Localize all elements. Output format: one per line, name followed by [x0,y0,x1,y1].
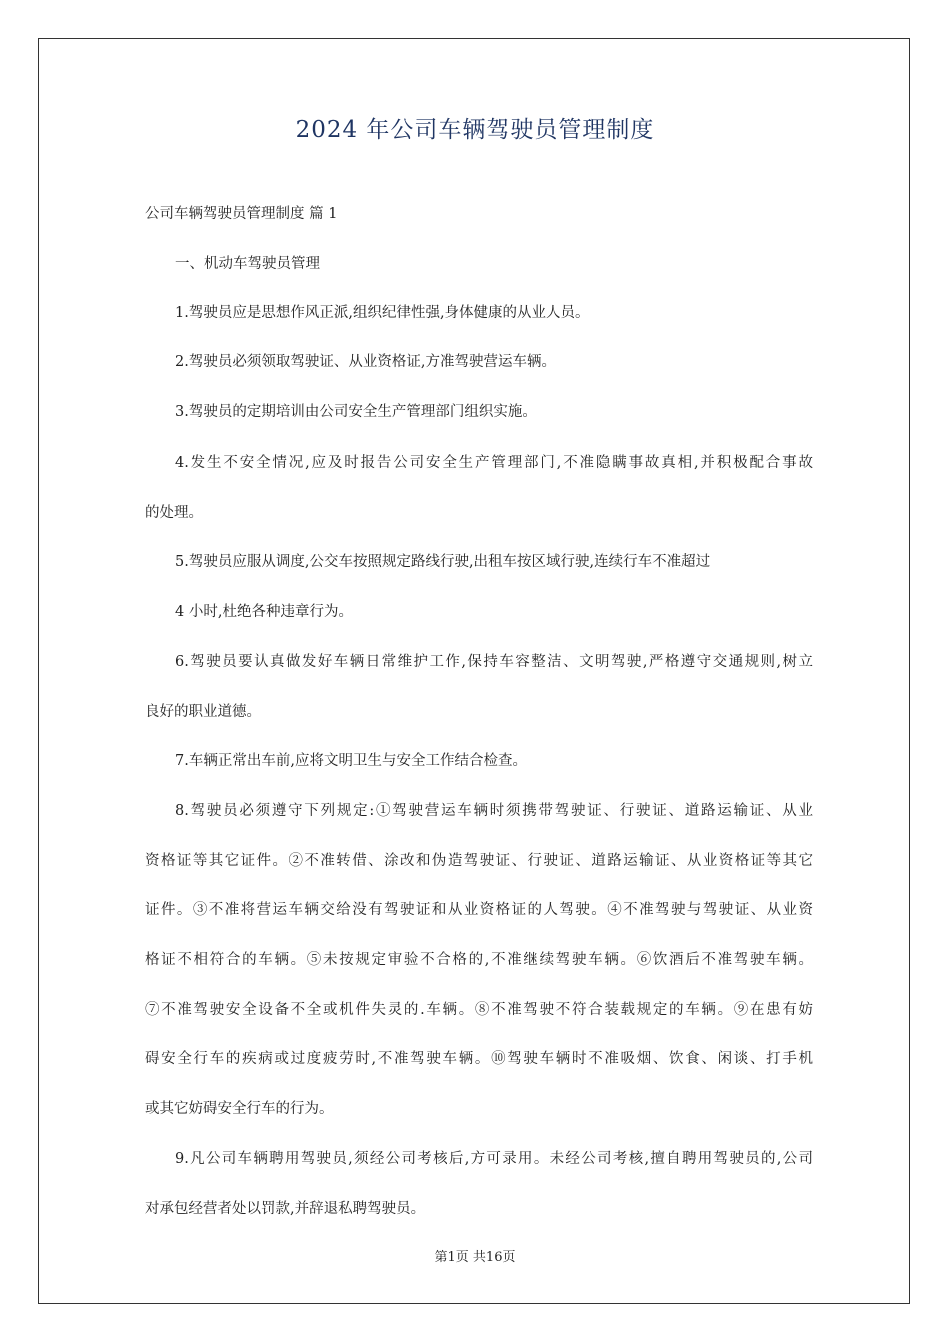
paragraph-line: 对承包经营者处以罚款,并辞退私聘驾驶员。 [145,1201,426,1217]
paragraph-line: 4.发生不安全情况,应及时报告公司安全生产管理部门,不准隐瞒事故真相,并积极配合事故 [175,455,813,471]
paragraph-line: 9.凡公司车辆聘用驾驶员,须经公司考核后,方可录用。未经公司考核,擅自聘用驾驶员的,公司 [175,1151,813,1167]
paragraph-line: 格证不相符合的车辆。⑤未按规定审验不合格的,不准继续驾驶车辆。⑥饮酒后不准驾驶车辆。 [145,952,813,968]
paragraph-line: 4 小时,杜绝各种违章行为。 [175,604,353,620]
paragraph-line: 的处理。 [145,505,203,521]
paragraph-line: 或其它妨碍安全行车的行为。 [145,1101,334,1117]
page-number: 第1页 共16页 [434,1250,516,1265]
paragraph-line: 5.驾驶员应服从调度,公交车按照规定路线行驶,出租车按区域行驶,连续行车不准超过 [175,554,711,570]
paragraph-line: 3.驾驶员的定期培训由公司安全生产管理部门组织实施。 [175,404,537,420]
paragraph-line: 证件。③不准将营运车辆交给没有驾驶证和从业资格证的人驾驶。④不准驾驶与驾驶证、从业资 [145,902,813,918]
subsection-heading: 一、机动车驾驶员管理 [175,256,320,272]
paragraph-line: 资格证等其它证件。②不准转借、涂改和伪造驾驶证、行驶证、道路运输证、从业资格证等其它 [145,853,813,869]
section-heading: 公司车辆驾驶员管理制度 篇 1 [145,206,338,222]
paragraph-line: 2.驾驶员必须领取驾驶证、从业资格证,方准驾驶营运车辆。 [175,354,556,370]
paragraph-line: 6.驾驶员要认真做发好车辆日常维护工作,保持车容整洁、文明驾驶,严格遵守交通规则,树立 [175,654,813,670]
paragraph-line: 碍安全行车的疾病或过度疲劳时,不准驾驶车辆。⑩驾驶车辆时不准吸烟、饮食、闲谈、打手机 [145,1051,813,1067]
paragraph-line: 良好的职业道德。 [145,704,261,720]
document-title: 2024 年公司车辆驾驶员管理制度 [295,117,655,143]
paragraph-line: 1.驾驶员应是思想作风正派,组织纪律性强,身体健康的从业人员。 [175,305,590,321]
paragraph-line: ⑦不准驾驶安全设备不全或机件失灵的.车辆。⑧不准驾驶不符合装载规定的车辆。⑨在患有妨 [145,1002,813,1018]
paragraph-line: 7.车辆正常出车前,应将文明卫生与安全工作结合检查。 [175,753,527,769]
paragraph-line: 8.驾驶员必须遵守下列规定:①驾驶营运车辆时须携带驾驶证、行驶证、道路运输证、从业 [175,803,813,819]
